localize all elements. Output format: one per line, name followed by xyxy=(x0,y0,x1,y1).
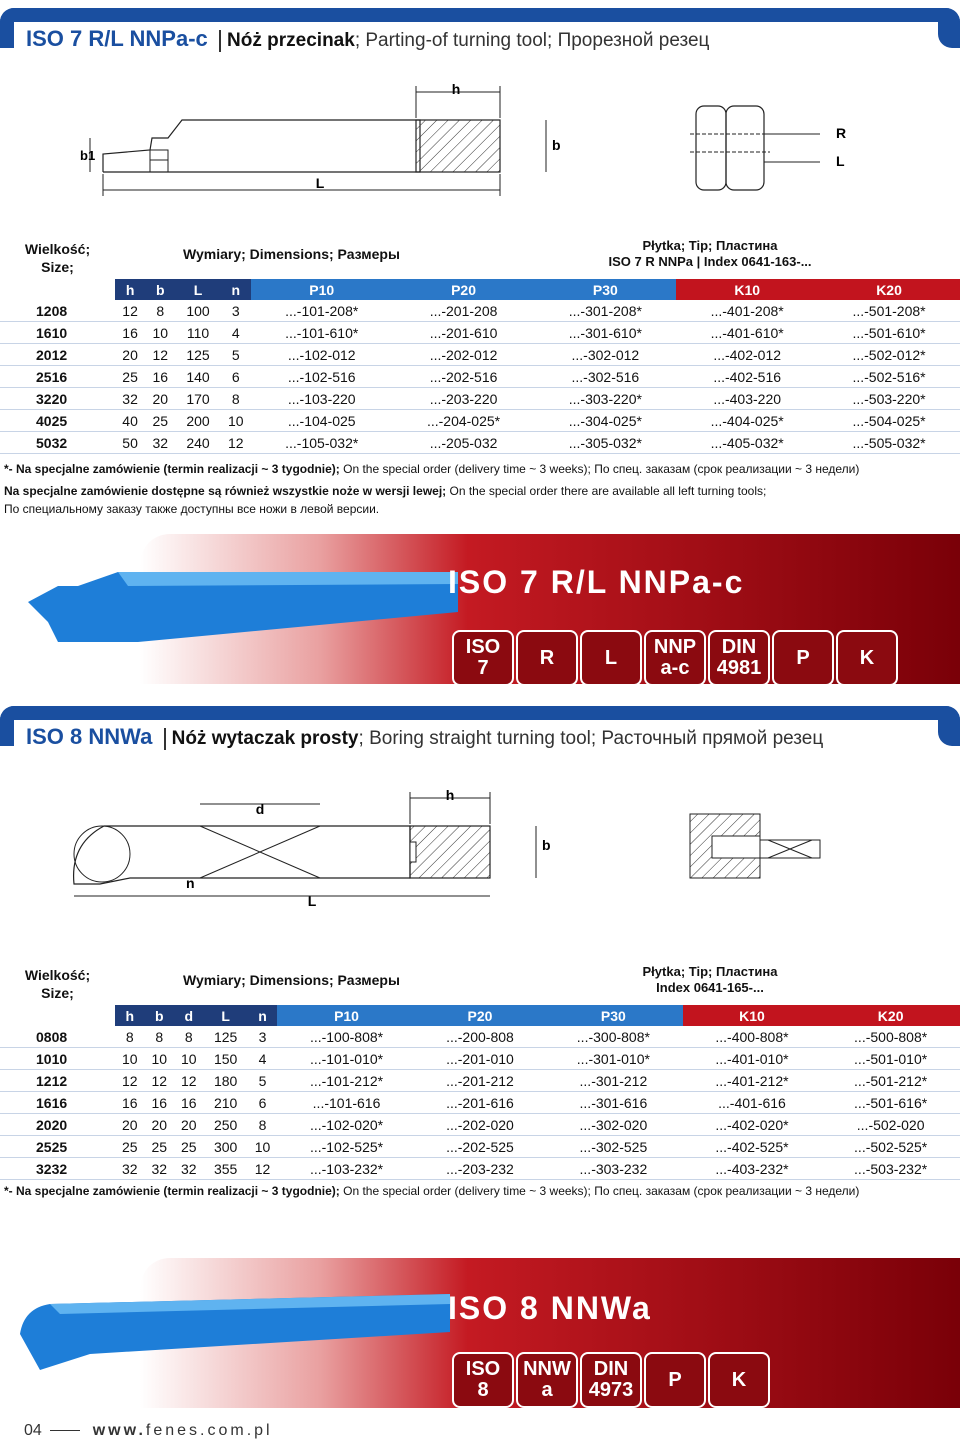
table-cell: ...-202-525 xyxy=(416,1136,544,1158)
table-cell: ...-105-032* xyxy=(251,432,393,454)
section1-banner-title: ISO 7 R/L NNPa-c xyxy=(448,564,745,600)
table-cell: 12 xyxy=(145,1070,175,1092)
header-bar xyxy=(0,8,960,22)
drawing-label-L: L xyxy=(307,893,317,909)
table-cell: 8 xyxy=(115,1026,145,1048)
column-header: P10 xyxy=(277,1005,416,1026)
table-cell: 250 xyxy=(204,1114,248,1136)
table-cell: ...-402-525* xyxy=(683,1136,822,1158)
column-header: h xyxy=(115,279,145,300)
table-cell: 20 xyxy=(115,1114,145,1136)
drawing-label-n: n xyxy=(186,875,195,891)
table-row xyxy=(0,344,960,366)
badge: R xyxy=(516,630,578,686)
table-cell: 16 xyxy=(174,1092,204,1114)
table-cell: ...-103-232* xyxy=(277,1158,416,1180)
size-cell: 1610 xyxy=(0,322,115,344)
table-cell: 10 xyxy=(174,1048,204,1070)
table-cell: ...-301-212 xyxy=(544,1070,683,1092)
table-cell: ...-102-525* xyxy=(277,1136,416,1158)
header-bar xyxy=(0,706,960,720)
table-cell: ...-302-012 xyxy=(534,344,676,366)
table-cell: 25 xyxy=(145,410,175,432)
size-label: Wielkość; Size; xyxy=(24,967,91,1001)
table-cell: ...-205-032 xyxy=(393,432,535,454)
column-header: b xyxy=(145,279,175,300)
table-row xyxy=(0,1048,960,1070)
table-cell: ...-503-232* xyxy=(821,1158,960,1180)
section2-header xyxy=(0,706,960,764)
column-header: P10 xyxy=(251,279,393,300)
table-cell: ...-502-020 xyxy=(821,1114,960,1136)
table-cell: ...-403-232* xyxy=(683,1158,822,1180)
section1-note1: *- Na specjalne zamówienie (termin realizacji ~ 3 tygodnie); On the special order (delivery time ~ 3 weeks); По спец. заказам (срок реализации ~ 3 недели) xyxy=(4,462,860,476)
section2-name-pl: Nóż wytaczak prosty xyxy=(171,728,359,749)
table-cell: 300 xyxy=(204,1136,248,1158)
table-cell: ...-302-020 xyxy=(544,1114,683,1136)
table-cell: ...-201-208 xyxy=(393,300,535,322)
table-cell: 150 xyxy=(204,1048,248,1070)
website-link[interactable]: www.fenes.com.pl xyxy=(92,1422,273,1439)
table-cell: ...-501-208* xyxy=(818,300,960,322)
table-cell: ...-503-220* xyxy=(818,388,960,410)
table-cell: ...-301-208* xyxy=(534,300,676,322)
table-cell: ...-101-212* xyxy=(277,1070,416,1092)
size-cell: 1208 xyxy=(0,300,115,322)
table-cell: 20 xyxy=(115,344,145,366)
badge: K xyxy=(836,630,898,686)
table-cell: 20 xyxy=(145,1114,175,1136)
table-cell: ...-405-032* xyxy=(676,432,818,454)
table-cell: ...-201-010 xyxy=(416,1048,544,1070)
plate-label: Płytka; Tip; Пластина Index 0641-165-... xyxy=(642,964,778,995)
table-cell: ...-302-516 xyxy=(534,366,676,388)
badge: ISO 7 xyxy=(452,630,514,686)
table-cell: ...-404-025* xyxy=(676,410,818,432)
table-cell: ...-403-220 xyxy=(676,388,818,410)
column-header: K10 xyxy=(683,1005,822,1026)
table-cell: ...-300-808* xyxy=(544,1026,683,1048)
table-cell: ...-502-525* xyxy=(821,1136,960,1158)
table-row xyxy=(0,1092,960,1114)
table-cell: 3 xyxy=(221,300,251,322)
table-row xyxy=(0,1114,960,1136)
section2-title xyxy=(26,724,823,750)
column-header: K20 xyxy=(821,1005,960,1026)
section1-note2: Na specjalne zamówienie dostępne są również wszystkie noże w wersji lewej; On the special order there are available all left turning tools; xyxy=(4,484,767,498)
dimensions-label: Wymiary; Dimensions; Размеры xyxy=(183,246,400,262)
column-header: d xyxy=(174,1005,204,1026)
table-cell: 110 xyxy=(175,322,220,344)
table-cell: ...-101-616 xyxy=(277,1092,416,1114)
table-cell: 10 xyxy=(115,1048,145,1070)
table-row xyxy=(0,300,960,322)
table-cell: ...-501-010* xyxy=(821,1048,960,1070)
table-cell: ...-200-808 xyxy=(416,1026,544,1048)
table-cell: ...-301-010* xyxy=(544,1048,683,1070)
table-row xyxy=(0,1158,960,1180)
table-cell: 25 xyxy=(174,1136,204,1158)
table-cell: ...-302-525 xyxy=(544,1136,683,1158)
table-row xyxy=(0,1026,960,1048)
size-cell: 2020 xyxy=(0,1114,115,1136)
table-cell: ...-103-220 xyxy=(251,388,393,410)
drawing-label-h: h xyxy=(445,787,455,803)
section1-code: ISO 7 R/L NNPa-c xyxy=(26,26,208,51)
table-cell: 32 xyxy=(115,388,145,410)
drawing-label-b1: b1 xyxy=(80,148,96,163)
section1-title xyxy=(26,26,709,52)
table-header-row xyxy=(0,1005,960,1026)
badge: NNP a-c xyxy=(644,630,706,686)
table-cell: 3 xyxy=(248,1026,278,1048)
table-cell: ...-402-516 xyxy=(676,366,818,388)
table-cell: ...-400-808* xyxy=(683,1026,822,1048)
table-cell: 8 xyxy=(221,388,251,410)
table-cell: 16 xyxy=(115,1092,145,1114)
table-cell: ...-202-012 xyxy=(393,344,535,366)
badge: L xyxy=(580,630,642,686)
header-bar-left xyxy=(0,706,14,746)
table-cell: 8 xyxy=(248,1114,278,1136)
table-cell: ...-304-025* xyxy=(534,410,676,432)
table-cell: 25 xyxy=(145,1136,175,1158)
table-cell: ...-401-208* xyxy=(676,300,818,322)
table-cell: ...-301-616 xyxy=(544,1092,683,1114)
drawing-label-L: L xyxy=(315,175,325,191)
size-cell: 1010 xyxy=(0,1048,115,1070)
drawing-label-h: h xyxy=(451,81,461,97)
table-cell: 6 xyxy=(248,1092,278,1114)
column-header: n xyxy=(221,279,251,300)
table-cell: ...-401-010* xyxy=(683,1048,822,1070)
table-row xyxy=(0,432,960,454)
table-cell: 355 xyxy=(204,1158,248,1180)
table-cell: 180 xyxy=(204,1070,248,1092)
table-cell: 16 xyxy=(115,322,145,344)
drawing-label-b: b xyxy=(552,137,561,153)
table-cell: 16 xyxy=(145,366,175,388)
column-header: P20 xyxy=(416,1005,544,1026)
column-header: L xyxy=(175,279,220,300)
footer xyxy=(24,1422,273,1440)
table-cell: 8 xyxy=(145,300,175,322)
table-cell: 10 xyxy=(145,322,175,344)
table-cell: ...-303-220* xyxy=(534,388,676,410)
table-cell: ...-101-010* xyxy=(277,1048,416,1070)
table-cell: 5 xyxy=(248,1070,278,1092)
table-cell: 12 xyxy=(115,300,145,322)
table-cell: 10 xyxy=(221,410,251,432)
drawing-label-L-side: L xyxy=(836,153,845,169)
table-cell: ...-502-516* xyxy=(818,366,960,388)
column-header: L xyxy=(204,1005,248,1026)
table-row xyxy=(0,366,960,388)
size-label: Wielkość; Size; xyxy=(24,241,91,275)
size-cell: 2012 xyxy=(0,344,115,366)
column-header: n xyxy=(248,1005,278,1026)
table-cell: ...-203-220 xyxy=(393,388,535,410)
section2-name-rest: ; Boring straight turning tool; Расточный прямой резец xyxy=(358,728,824,749)
table-cell: 32 xyxy=(115,1158,145,1180)
size-cell: 1616 xyxy=(0,1092,115,1114)
table-cell: ...-102-516 xyxy=(251,366,393,388)
column-header: P30 xyxy=(544,1005,683,1026)
section1-technical-drawing xyxy=(60,78,880,208)
size-cell: 3232 xyxy=(0,1158,115,1180)
size-cell: 4025 xyxy=(0,410,115,432)
table-cell: 210 xyxy=(204,1092,248,1114)
drawing-label-b: b xyxy=(542,837,551,853)
table-row xyxy=(0,410,960,432)
dimensions-label: Wymiary; Dimensions; Размеры xyxy=(183,972,400,988)
table-cell: ...-501-610* xyxy=(818,322,960,344)
table-cell: 240 xyxy=(175,432,220,454)
column-header: b xyxy=(145,1005,175,1026)
table-cell: 16 xyxy=(145,1092,175,1114)
table-cell: 12 xyxy=(174,1070,204,1092)
table-cell: ...-202-516 xyxy=(393,366,535,388)
badge: ISO 8 xyxy=(452,1352,514,1408)
section1-header xyxy=(0,8,960,66)
table-cell: ...-402-020* xyxy=(683,1114,822,1136)
column-header: K10 xyxy=(676,279,818,300)
table-cell: ...-202-020 xyxy=(416,1114,544,1136)
badge: DIN 4973 xyxy=(580,1352,642,1408)
table-cell: ...-201-610 xyxy=(393,322,535,344)
table-cell: ...-402-012 xyxy=(676,344,818,366)
plate-label: Płytka; Tip; Пластина ISO 7 R NNPa | Index 0641-163-... xyxy=(608,238,812,269)
size-cell: 2525 xyxy=(0,1136,115,1158)
section2-code: ISO 8 NNWa xyxy=(26,724,153,749)
table-cell: 40 xyxy=(115,410,145,432)
section1-banner xyxy=(0,534,960,684)
badge: K xyxy=(708,1352,770,1408)
table-cell: ...-101-610* xyxy=(251,322,393,344)
badge: NNW a xyxy=(516,1352,578,1408)
table-cell: 25 xyxy=(115,1136,145,1158)
badge: P xyxy=(644,1352,706,1408)
table-cell: ...-504-025* xyxy=(818,410,960,432)
table-row xyxy=(0,1136,960,1158)
table-cell: 170 xyxy=(175,388,220,410)
drawing-label-R: R xyxy=(836,125,847,141)
table-cell: 20 xyxy=(145,388,175,410)
size-cell: 3220 xyxy=(0,388,115,410)
table-cell: 12 xyxy=(115,1070,145,1092)
table-cell: 125 xyxy=(204,1026,248,1048)
section2-banner-title: ISO 8 NNWa xyxy=(448,1290,652,1326)
header-bar-left xyxy=(0,8,14,48)
column-header: P20 xyxy=(393,279,535,300)
table-cell: ...-305-032* xyxy=(534,432,676,454)
table-cell: ...-401-610* xyxy=(676,322,818,344)
size-cell: 1212 xyxy=(0,1070,115,1092)
section1-note3: По специальному заказу также доступны все ножи в левой версии. xyxy=(4,502,380,516)
table-cell: ...-203-232 xyxy=(416,1158,544,1180)
table-cell: ...-201-212 xyxy=(416,1070,544,1092)
size-cell: 2516 xyxy=(0,366,115,388)
table-cell: ...-501-616* xyxy=(821,1092,960,1114)
table-cell: 140 xyxy=(175,366,220,388)
table-cell: 200 xyxy=(175,410,220,432)
table-cell: ...-102-012 xyxy=(251,344,393,366)
table-cell: 10 xyxy=(145,1048,175,1070)
table-row xyxy=(0,1070,960,1092)
table-cell: ...-502-012* xyxy=(818,344,960,366)
table-cell: ...-401-212* xyxy=(683,1070,822,1092)
table-cell: 50 xyxy=(115,432,145,454)
section2-spec-table xyxy=(0,1005,960,1180)
table-cell: ...-301-610* xyxy=(534,322,676,344)
table-cell: ...-102-020* xyxy=(277,1114,416,1136)
column-header: K20 xyxy=(818,279,960,300)
table-cell: 12 xyxy=(221,432,251,454)
section1-name-pl: Nóż przecinak xyxy=(227,30,355,51)
table-cell: ...-201-616 xyxy=(416,1092,544,1114)
table-cell: ...-100-808* xyxy=(277,1026,416,1048)
table-row xyxy=(0,322,960,344)
page-number: 04 xyxy=(24,1422,42,1439)
table-cell: ...-500-808* xyxy=(821,1026,960,1048)
table-cell: 125 xyxy=(175,344,220,366)
table-cell: 32 xyxy=(145,1158,175,1180)
size-cell: 0808 xyxy=(0,1026,115,1048)
section2-technical-drawing xyxy=(60,784,880,914)
table-cell: 32 xyxy=(145,432,175,454)
table-cell: ...-104-025 xyxy=(251,410,393,432)
table-cell: 32 xyxy=(174,1158,204,1180)
table-cell: 4 xyxy=(248,1048,278,1070)
table-cell: ...-501-212* xyxy=(821,1070,960,1092)
table-cell: 25 xyxy=(115,366,145,388)
badge: DIN 4981 xyxy=(708,630,770,686)
table-cell: 8 xyxy=(145,1026,175,1048)
drawing-label-d: d xyxy=(255,801,265,817)
tool-image xyxy=(10,1294,450,1374)
table-cell: 20 xyxy=(174,1114,204,1136)
tool-image xyxy=(18,572,458,642)
table-row xyxy=(0,388,960,410)
table-cell: ...-303-232 xyxy=(544,1158,683,1180)
column-header: h xyxy=(115,1005,145,1026)
table-cell: 6 xyxy=(221,366,251,388)
table-cell: 4 xyxy=(221,322,251,344)
table-cell: ...-401-616 xyxy=(683,1092,822,1114)
section1-spec-table xyxy=(0,279,960,454)
table-cell: 10 xyxy=(248,1136,278,1158)
table-cell: 5 xyxy=(221,344,251,366)
table-cell: 100 xyxy=(175,300,220,322)
section2-banner xyxy=(0,1258,960,1408)
badge: P xyxy=(772,630,834,686)
column-header: P30 xyxy=(534,279,676,300)
table-cell: 12 xyxy=(248,1158,278,1180)
table-cell: 8 xyxy=(174,1026,204,1048)
table-header-row xyxy=(0,279,960,300)
section1-name-rest: ; Parting-of turning tool; Прорезной резец xyxy=(354,30,710,51)
table-cell: ...-204-025* xyxy=(393,410,535,432)
section2-note1: *- Na specjalne zamówienie (termin realizacji ~ 3 tygodnie); On the special order (delivery time ~ 3 weeks); По спец. заказам (срок реализации ~ 3 недели) xyxy=(4,1184,860,1198)
table-cell: 12 xyxy=(145,344,175,366)
size-cell: 5032 xyxy=(0,432,115,454)
table-cell: ...-101-208* xyxy=(251,300,393,322)
table-cell: ...-505-032* xyxy=(818,432,960,454)
